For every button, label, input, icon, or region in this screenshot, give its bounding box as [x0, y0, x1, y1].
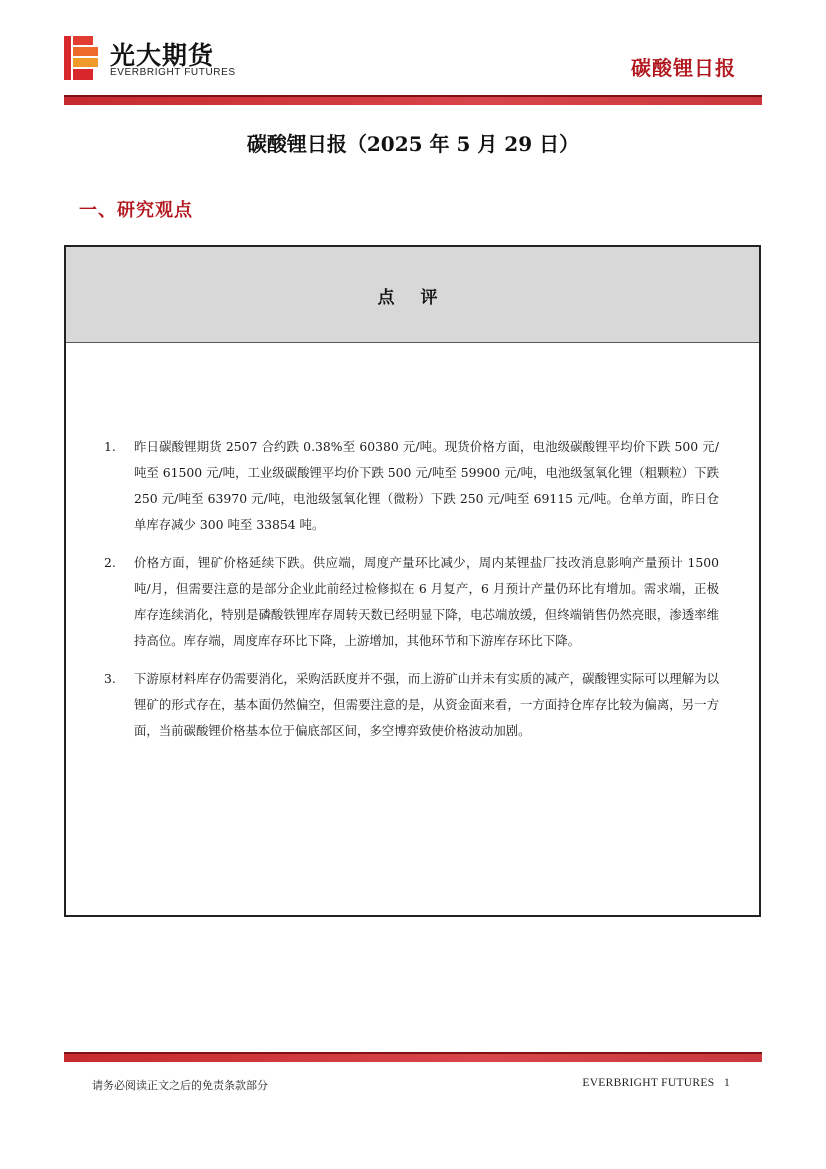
comment-points [66, 434, 759, 756]
point-number: 1. [104, 439, 116, 454]
logo-chinese-text: 光大期货 [110, 41, 215, 70]
footer-company-name: EVERBRIGHT FUTURES [582, 1077, 715, 1089]
comment-box [64, 245, 761, 917]
comment-point-2 [66, 550, 759, 654]
comment-point-3 [66, 666, 759, 744]
point-text: 昨日碳酸锂期货 2507 合约跌 0.38%至 60380 元/吨。现货价格方面，电池级碳酸锂平均价下跌 500 元/吨至 61500 元/吨，工业级碳酸锂平均价下跌 500 元/吨至 59900 元/吨，电池级氢氧化锂（粗颗粒）下跌 250 元/吨至 63970 元/吨，电池级氢氧化锂（微粉）下跌 250 元/吨至 69115 元/吨。仓单方面，昨日仓单库存减少 300 吨至 33854 吨。 [134, 439, 719, 532]
section-heading: 一、研究观点 [79, 200, 193, 221]
point-number: 2. [104, 555, 116, 570]
report-name: 碳酸锂日报 [631, 56, 736, 80]
point-text: 价格方面，锂矿价格延续下跌。供应端，周度产量环比减少，周内某锂盐厂技改消息影响产量预计 1500 吨/月，但需要注意的是部分企业此前经过检修拟在 6 月复产，6 月预计产量仍环比有增加。需求端，正极库存连续消化，特别是磷酸铁锂库存周转天数已经明显下降，电芯端放缓，但终端销售仍然亮眼，渗透率维持高位。库存端，周度库存环比下降，上游增加，其他环节和下游库存环比下降。 [134, 555, 719, 648]
footer-rule [64, 1052, 762, 1062]
disclaimer-text: 请务必阅读正文之后的免责条款部分 [92, 1079, 268, 1092]
comment-box-header [66, 247, 759, 343]
comment-point-1 [66, 434, 759, 538]
point-number: 3. [104, 671, 116, 686]
footer-company [582, 1077, 730, 1089]
point-text: 下游原材料库存仍需要消化，采购活跃度并不强，而上游矿山并未有实质的减产，碳酸锂实际可以理解为以锂矿的形式存在，基本面仍然偏空，但需要注意的是，从资金面来看，一方面持仓库存比较为偏离，另一方面，当前碳酸锂价格基本位于偏底部区间，多空博弈致使价格波动加剧。 [134, 671, 719, 738]
logo-english-text: EVERBRIGHT FUTURES [110, 67, 236, 78]
everbright-logo-icon [64, 36, 98, 80]
comment-box-title: 点 评 [377, 288, 448, 308]
page-number: 1 [723, 1077, 730, 1089]
document-title: 碳酸锂日报（2025 年 5 月 29 日） [246, 132, 580, 156]
header-rule [64, 95, 762, 105]
company-logo [64, 36, 244, 82]
